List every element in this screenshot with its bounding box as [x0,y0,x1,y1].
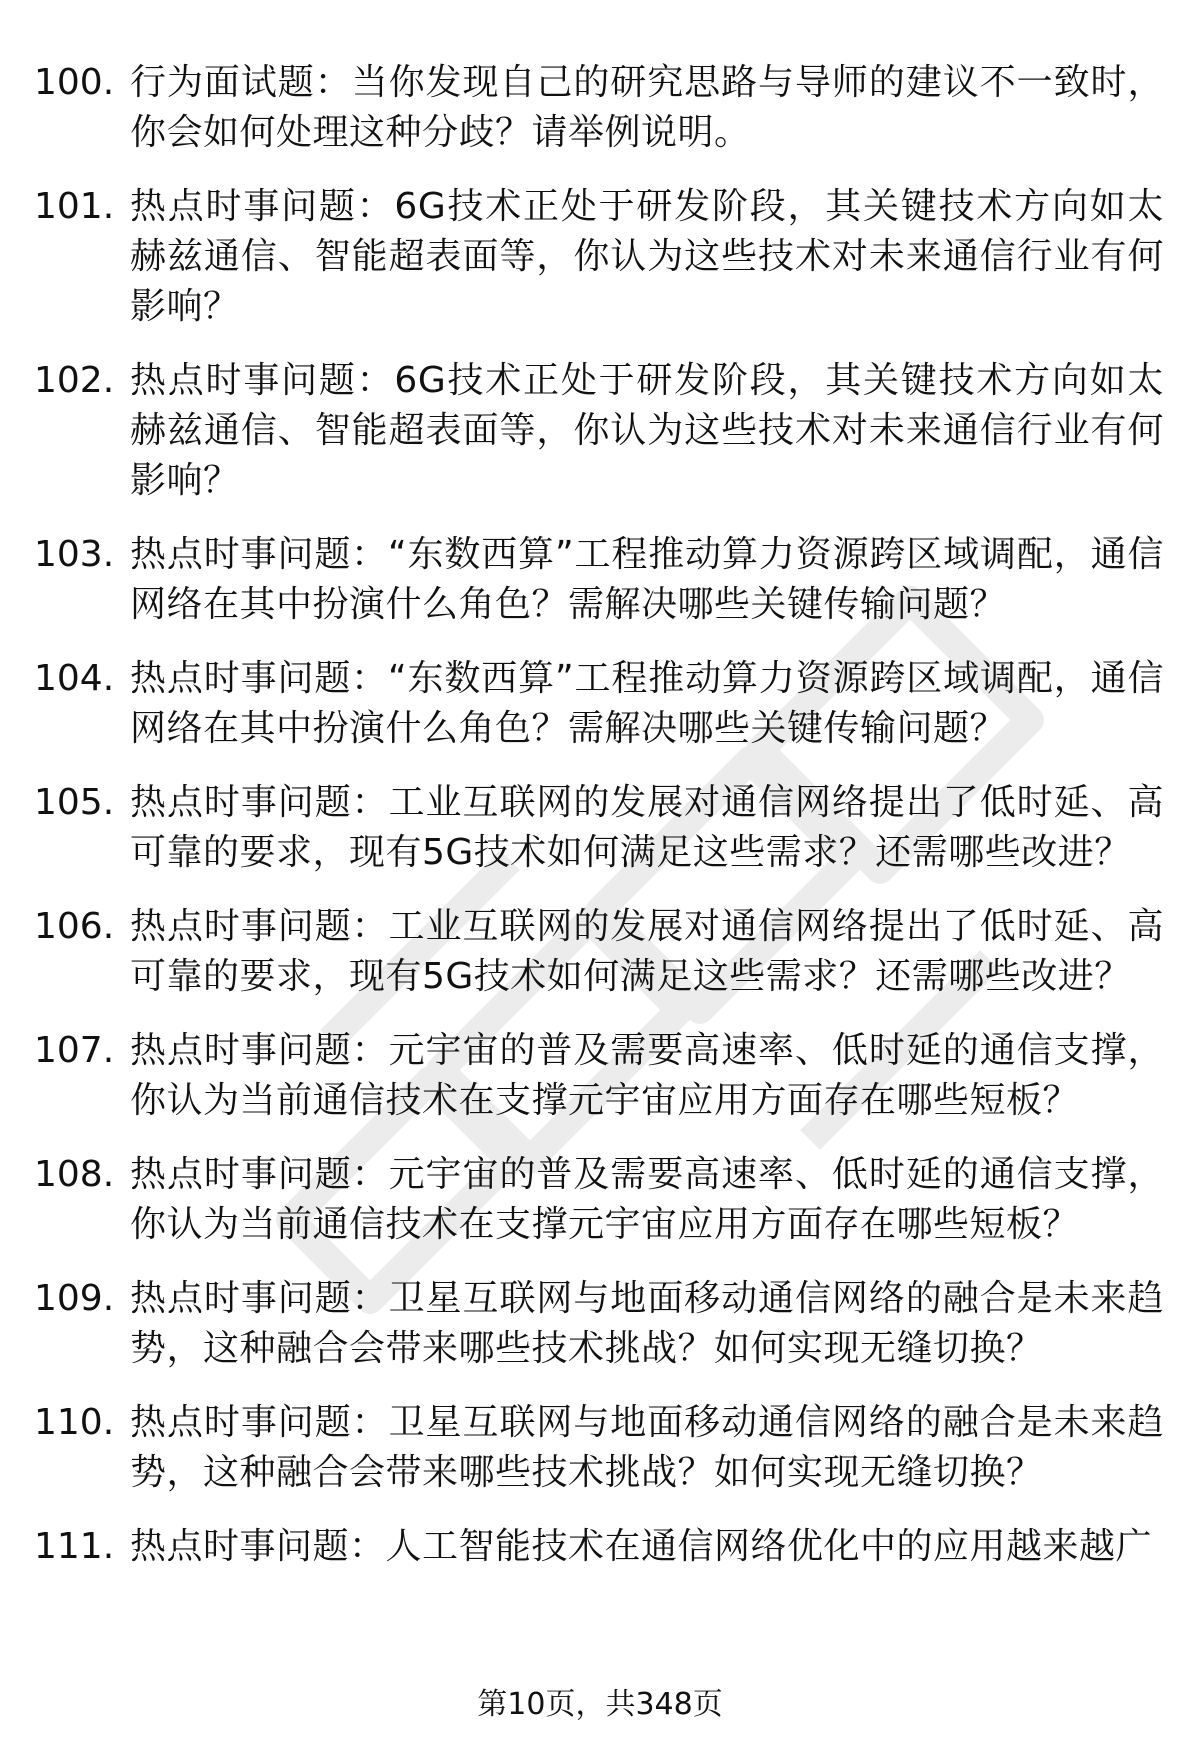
question-text: 热点时事问题：工业互联网的发展对通信网络提出了低时延、高可靠的要求，现有5G技术如何满足这些需求？还需哪些改进？ [130,782,1164,873]
question-number: 105. [34,782,115,823]
question-text: 热点时事问题：工业互联网的发展对通信网络提出了低时延、高可靠的要求，现有5G技术如何满足这些需求？还需哪些改进？ [130,906,1164,997]
question-number: 110. [34,1402,115,1443]
question-number: 100. [34,62,115,103]
question-text: 热点时事问题：“东数西算”工程推动算力资源跨区域调配，通信网络在其中扮演什么角色？需解决哪些关键传输问题？ [130,534,1164,625]
question-item [34,1150,1164,1250]
question-number: 104. [34,658,115,699]
question-item [34,902,1164,1002]
question-item [34,58,1164,158]
question-item [34,1522,1164,1572]
question-number: 102. [34,360,115,401]
question-number: 101. [34,186,115,227]
question-text: 热点时事问题：人工智能技术在通信网络优化中的应用越来越广 [130,1526,1153,1567]
question-item [34,778,1164,878]
question-text: 热点时事问题：元宇宙的普及需要高速率、低时延的通信支撑，你认为当前通信技术在支撑元宇宙应用方面存在哪些短板？ [130,1154,1164,1245]
question-item [34,530,1164,630]
question-item [34,1026,1164,1126]
question-text: 热点时事问题：元宇宙的普及需要高速率、低时延的通信支撑，你认为当前通信技术在支撑元宇宙应用方面存在哪些短板？ [130,1030,1164,1121]
question-item [34,1398,1164,1498]
question-number: 108. [34,1154,115,1195]
question-number: 111. [34,1526,115,1567]
question-item [34,1274,1164,1374]
question-number: 109. [34,1278,115,1319]
question-text: 行为面试题：当你发现自己的研究思路与导师的建议不一致时，你会如何处理这种分歧？请举例说明。 [130,62,1164,153]
question-number: 107. [34,1030,115,1071]
question-text: 热点时事问题：“东数西算”工程推动算力资源跨区域调配，通信网络在其中扮演什么角色？需解决哪些关键传输问题？ [130,658,1164,749]
page-footer: 第10页，共348页 [477,1687,723,1722]
question-text: 热点时事问题：卫星互联网与地面移动通信网络的融合是未来趋势，这种融合会带来哪些技术挑战？如何实现无缝切换？ [130,1402,1164,1493]
question-text: 热点时事问题：卫星互联网与地面移动通信网络的融合是未来趋势，这种融合会带来哪些技术挑战？如何实现无缝切换？ [130,1278,1164,1369]
question-item [34,182,1164,332]
question-list [34,58,1164,1596]
question-number: 106. [34,906,115,947]
question-number: 103. [34,534,115,575]
question-text: 热点时事问题：6G技术正处于研发阶段，其关键技术方向如太赫兹通信、智能超表面等，你认为这些技术对未来通信行业有何影响？ [130,186,1164,327]
question-item [34,654,1164,754]
question-text: 热点时事问题：6G技术正处于研发阶段，其关键技术方向如太赫兹通信、智能超表面等，你认为这些技术对未来通信行业有何影响？ [130,360,1164,501]
question-item [34,356,1164,506]
